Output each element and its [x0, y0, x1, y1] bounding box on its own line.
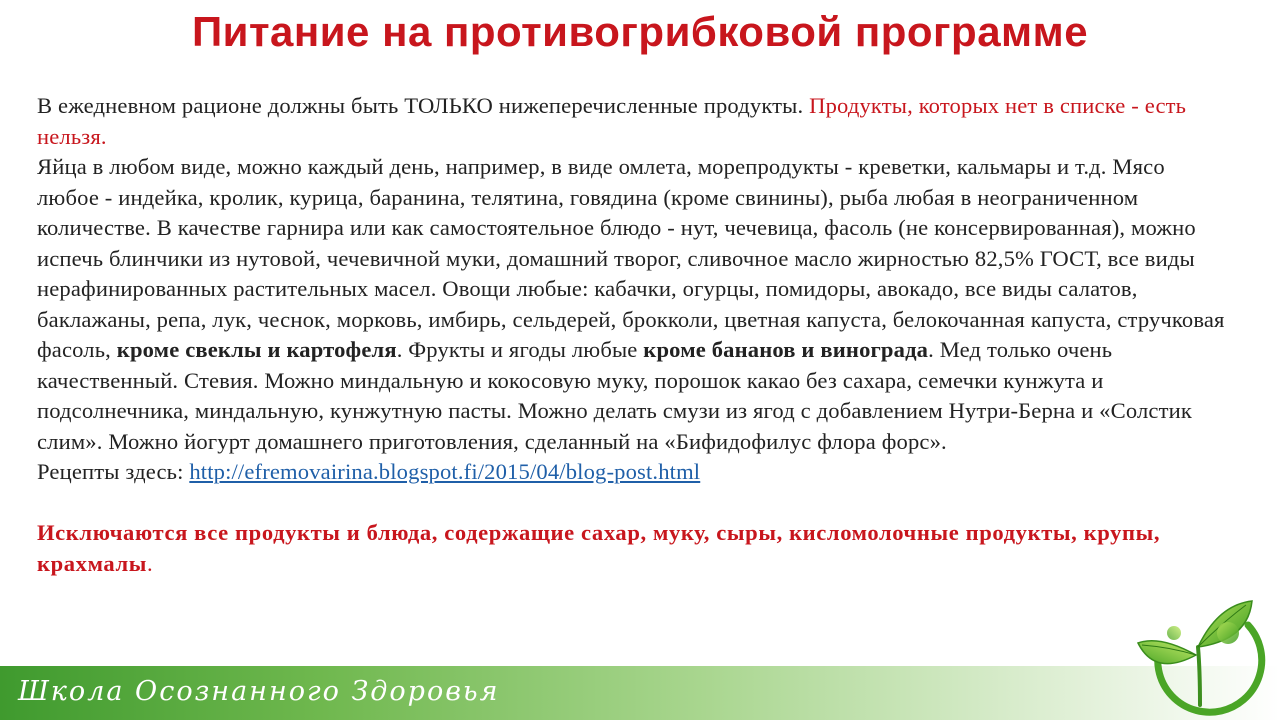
slide-title: Питание на противогрибковой программе	[191, 8, 1089, 55]
exclusions-warning	[37, 518, 1232, 579]
recipes-link[interactable]: http://efremovairina.blogspot.fi/2015/04/blog-post.html	[189, 459, 701, 484]
products-text-a: Яйца в любом виде, можно каждый день, например, в виде омлета, морепродукты - креветки, кальмары и т.д. Мясо любое - индейка, кролик, курица, баранина, телятина, говядина (кроме свинины), рыба любая в неограниченном количестве. В качестве гарнира или как самостоятельное блюдо - нут, чечевица, фасоль (не консервированная), можно испечь блинчики из нутовой, чечевичной муки, домашний творог, сливочное масло жирностью 82,5% ГОСТ, все виды нерафинированных растительных масел. Овощи любые: кабачки, огурцы, помидоры, авокадо, все виды салатов, баклажаны, репа, лук, чеснок, морковь, имбирь, сельдерей, брокколи, цветная капуста, белокочанная капуста, стручковая фасоль,	[37, 154, 1225, 362]
recipes-line	[37, 457, 1232, 488]
products-paragraph	[37, 152, 1232, 457]
exclusion-beets-potatoes: кроме свеклы и картофеля	[116, 337, 397, 362]
warning-text: Исключаются все продукты и блюда, содержащие сахар, муку, сыры, кисломолочные продукты, крупы, крахмалы	[37, 520, 1161, 576]
exclusion-bananas-grapes: кроме бананов и винограда	[643, 337, 929, 362]
products-text-c: . Мед только очень качественный. Стевия. Можно миндальную и кокосовую муку, порошок какао без сахара, семечки кунжута и подсолнечника, миндальную, кунжутную пасты. Можно делать смузи из ягод с добавлением Нутри-Берна и «Солстик слим». Можно йогурт домашнего приготовления, сделанный на «Бифидофилус флора форс».	[37, 337, 1192, 454]
slide-body	[37, 91, 1232, 579]
intro-warning-text: Продукты, которых нет в списке - есть нельзя.	[37, 93, 1187, 149]
footer-brand: Школа Осознанного Здоровья	[18, 676, 500, 707]
green-sprout-icon	[1130, 585, 1270, 720]
products-text-b: . Фрукты и ягоды любые	[396, 337, 644, 362]
intro-paragraph	[37, 91, 1232, 152]
intro-text: В ежедневном рационе должны быть ТОЛЬКО нижеперечисленные продукты.	[37, 93, 810, 118]
recipes-label: Рецепты здесь:	[37, 459, 190, 484]
warning-period: .	[147, 550, 154, 576]
